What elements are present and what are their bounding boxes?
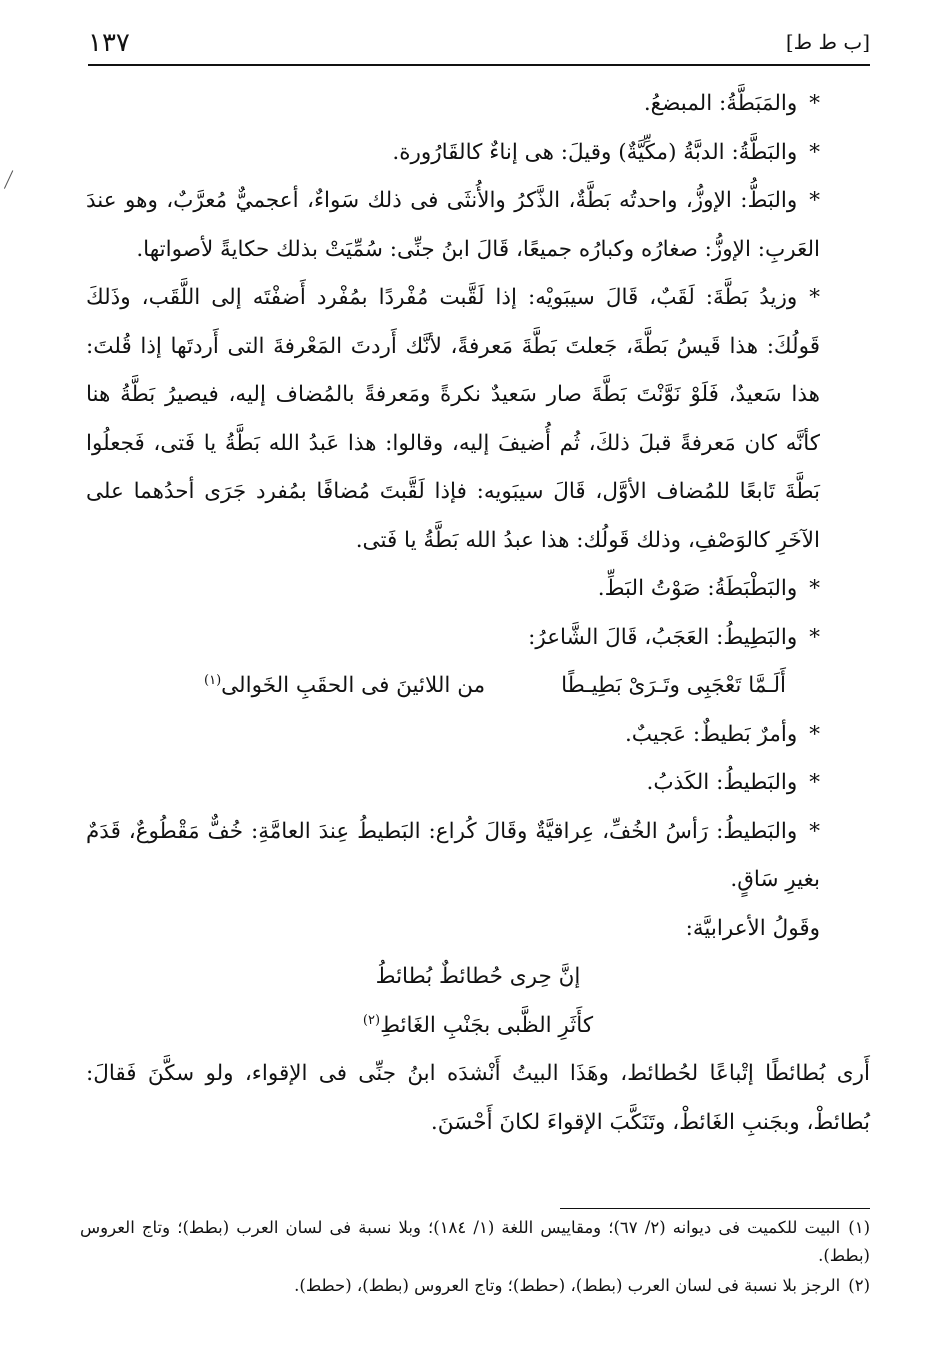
entry-marker: * (809, 285, 820, 310)
body-text (86, 80, 870, 1147)
verse-first-hemistich: أَلَـمَّا تَعْجَبِى وتَـرَىْ بَطِيـطًا (561, 673, 786, 698)
entry-marker: * (809, 576, 820, 601)
page-number: ١٣٧ (88, 28, 130, 58)
footnote-item (80, 1214, 870, 1270)
footnotes (80, 1214, 870, 1302)
entry-text: والبَطيطُ: الكَذبُ. (646, 770, 798, 795)
footnote-number: (٢) (848, 1276, 870, 1295)
entry-text: وأمرٌ بَطيطٌ: عَجيبٌ. (624, 721, 798, 747)
margin-mark (4, 170, 15, 189)
footnote-divider (560, 1208, 870, 1209)
entry-text: والبَطَّةُ: الدبَّةُ (مكِّيَّةٌ) وقيلَ: هى إناءٌ كالقَارُورة. (392, 139, 798, 165)
entry-paragraph (86, 759, 870, 808)
entry-marker: * (809, 188, 820, 213)
entry-marker: * (809, 139, 820, 165)
entry-marker: * (809, 721, 820, 747)
rajaz-line-1: إنَّ حِرى حُطائطٌ بُطائطُ (375, 964, 581, 989)
rajaz-line-2: كأَثَرِ الظَّبى بجَنْبِ الغَائطِ$^{(٢)}$ (362, 1012, 594, 1038)
entry-text: وزيدُ بَطَّةَ: لَقَبٌ، قَالَ سيبَويْه: إذا لَقَّبت مُفْردًا بمُفْرد أَضفْتَه إلى اللَّقَب، وذَلكَ قَولُكَ: هذا قَيسُ بَطَّةَ، جَعلتَ بَطَّةَ مَعرفةً، لأنَّك أَردتَ المَعْرفةَ التى أَردتَها إذا قُلتَ: هذا سَعيدٌ، فَلَوْ نَوَّنْتَ بَطَّةَ صار سَعيدٌ نكرةً ومَعرفةً بالمُضاف إليه، فيصيرُ بَطَّةُ هنا كأنَّه كان مَعرفةً قبلَ ذلكَ، ثُم أُضيفَ إليه، وقالوا: هذا عَبدُ الله بَطَّةُ يا فَتى، فَجعلُوا بَطَّةَ تَابعًا للمُضاف الأوَّل، قَالَ سيبَويه: فإذا لَقَّبتَ مُضافًا بمُفرد جَرَى أحدُهما على الآخَرِ كالوَصْفِ، وذلك قَولُك: هذا عبدُ الله بَطَّةُ يا فَتى. (86, 285, 820, 553)
entry-marker: * (809, 624, 820, 650)
entry-paragraph (86, 129, 870, 178)
entry-text: والبَطُّ: الإوزُّ، واحدتُه بَطَّةٌ، الذَّكرُ والأُنثَى فى ذلك سَواءٌ، أعجميٌّ مُعرَّبٌ، وهو عندَ العَربِ: الإوزُّ: صغارُه وكبارُه جميعًا، قَالَ ابنُ جنِّى: سُمِّيَتْ بذلك حكايةً لأصواتها. (86, 188, 820, 262)
root-label: [ب ط ط] (785, 30, 870, 54)
intro-line: وقَولُ الأعرابيَّة: (685, 915, 820, 941)
footnote-item (80, 1272, 870, 1300)
closing-paragraph: أَرى بُطائطًا إتْباعًا لحُطائط، وهَذَا البيتُ أَنْشدَه ابنُ جنِّى فى الإقواء، ولو سكَّنَ فَقالَ: بُطائطْ، وبجَنبِ الغَائطْ، وتَنَكَّبَ الإقواءَ لكانَ أَحْسَنَ. (86, 1061, 870, 1135)
footnote-ref: (١) (204, 672, 222, 688)
entry-marker: * (809, 91, 820, 116)
page-header (88, 28, 870, 62)
entry-text: والبَطِيطُ: العَجَبُ، قَالَ الشَّاعرُ: (528, 624, 798, 650)
footnote-number: (١) (848, 1218, 871, 1237)
entry-text: والبَطيطُ: رَأسُ الخُفِّ، عِراقيَّةٌ وقَالَ كُراع: البَطيطُ عِندَ العامَّةِ: خُفٌّ مَقْطُوعٌ، قَدَمٌ بغيرِ سَاقٍ. (86, 818, 820, 892)
footnote-ref: (٢) (362, 1012, 381, 1028)
header-divider (88, 64, 870, 66)
entry-text: والمَبَطَّةُ: المبضعُ. (643, 91, 798, 116)
entry-text: والبَطْبَطَةُ: صَوْتُ البَطِّ. (597, 576, 798, 601)
entry-marker: * (809, 818, 820, 844)
entry-paragraph (86, 565, 870, 614)
verse-line (86, 662, 870, 711)
footnote-text: البيت للكميت فى ديوانه (٢/ ٦٧)؛ ومقاييس اللغة (١/ ١٨٤)؛ وبلا نسبة فى لسان العرب (بطط)؛ وتاج العروس (بطط). (80, 1218, 870, 1265)
entry-paragraph (86, 274, 870, 565)
entry-paragraph (86, 808, 870, 905)
entry-marker: * (809, 770, 820, 795)
entry-paragraph (86, 177, 870, 274)
verse-second-hemistich: من اللائينَ فى الحقَبِ الخَوالى$^{(١)}$ (204, 672, 486, 698)
entry-paragraph (86, 711, 870, 760)
entry-paragraph (86, 614, 870, 663)
entry-paragraph (86, 80, 870, 129)
footnote-text: الرجز بلا نسبة فى لسان العرب (بطط)، (حطط)؛ وتاج العروس (بطط)، (حطط). (294, 1276, 841, 1295)
